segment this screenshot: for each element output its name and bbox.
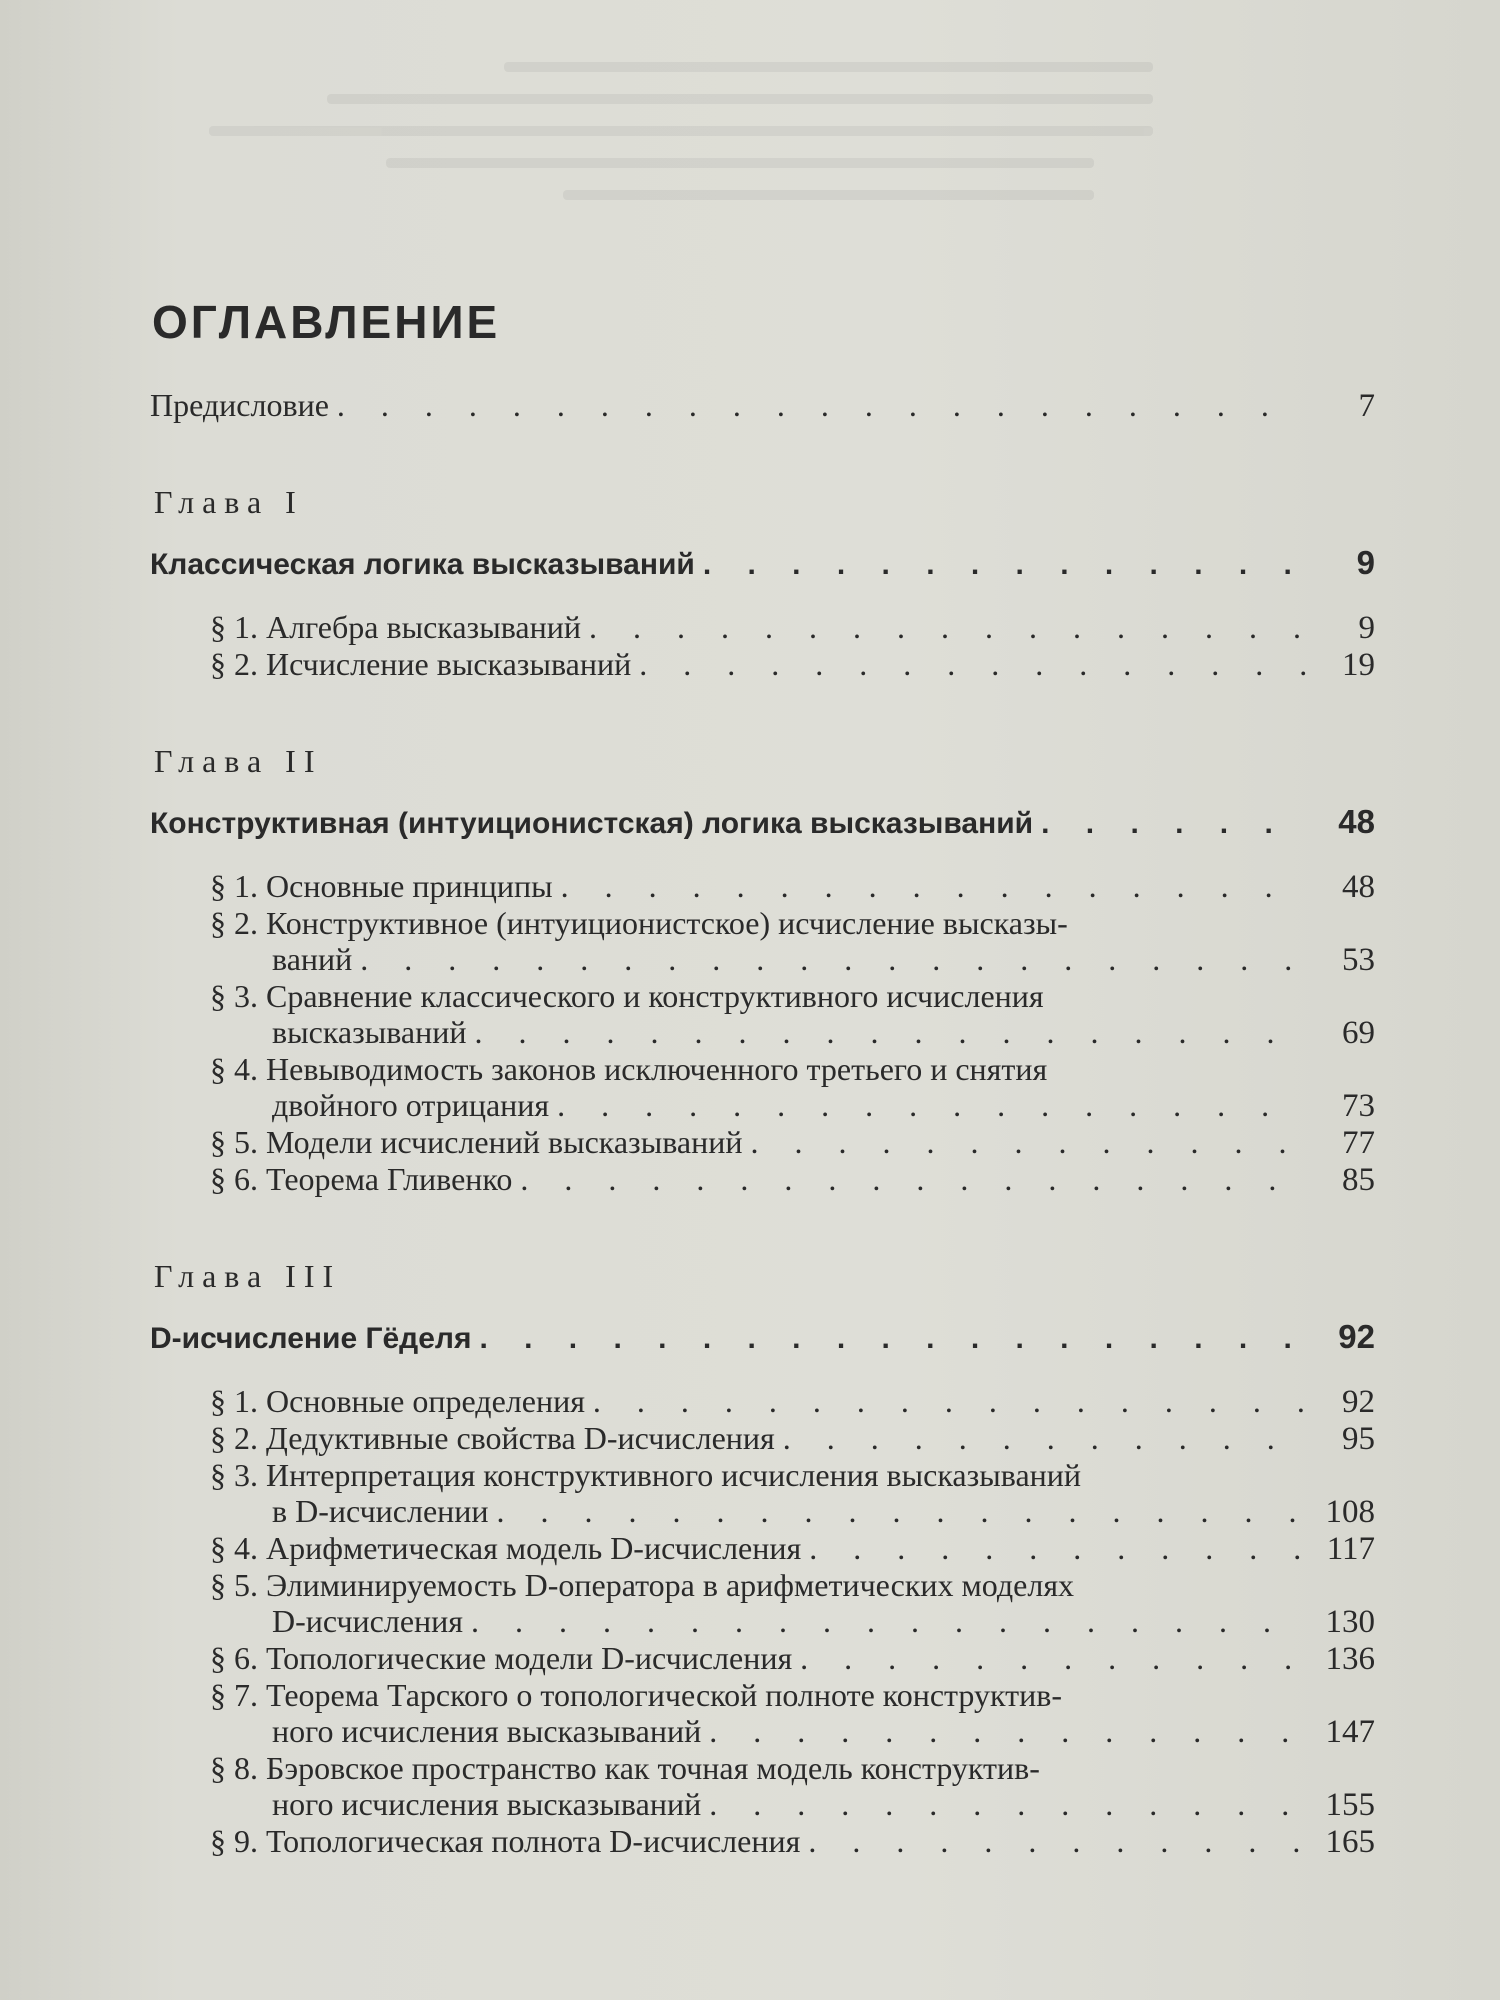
section-page: 136 <box>1325 1641 1375 1677</box>
section-page: 165 <box>1325 1824 1375 1860</box>
leader-dots <box>808 1823 1307 1859</box>
section-title: § 2. Дедуктивные свойства D-исчисления <box>210 1420 775 1456</box>
leader-dots <box>1041 806 1307 842</box>
section-page: 147 <box>1325 1714 1375 1750</box>
section-entry <box>210 868 1375 905</box>
chapter-title <box>150 1319 1375 1357</box>
chapter-3 <box>150 1258 1375 1860</box>
leader-dots <box>639 646 1307 682</box>
section-entry <box>210 978 1375 1051</box>
section-title: § 8. Бэровское пространство как точная модель конструктив- <box>210 1750 1040 1786</box>
leader-dots <box>557 1087 1307 1123</box>
section-entry <box>210 646 1375 683</box>
chapter-title-text: Конструктивная (интуиционистская) логика высказываний <box>150 807 1034 840</box>
chapter-title-text: Классическая логика высказываний <box>150 548 695 581</box>
section-page: 77 <box>1342 1125 1375 1161</box>
section-page: 73 <box>1342 1088 1375 1124</box>
preface-entry <box>150 387 1375 424</box>
preface-page: 7 <box>1358 388 1375 424</box>
section-entry <box>210 905 1375 978</box>
section-title-continued: ного исчисления высказываний <box>272 1786 702 1822</box>
section-title: § 5. Модели исчислений высказываний <box>210 1124 743 1160</box>
section-title: § 6. Теорема Гливенко <box>210 1161 513 1197</box>
section-page: 53 <box>1342 942 1375 978</box>
section-title: § 3. Сравнение классического и конструктивного исчисления <box>210 978 1044 1014</box>
section-title-continued: ного исчисления высказываний <box>272 1713 702 1749</box>
section-entry <box>210 1640 1375 1677</box>
chapter-label: Глава II <box>154 743 323 779</box>
bleed-through-text <box>150 40 1330 270</box>
section-entry <box>210 1124 1375 1161</box>
section-title: § 1. Алгебра высказываний <box>210 609 581 645</box>
section-entry <box>210 1420 1375 1457</box>
chapter-1 <box>150 484 1375 683</box>
leader-dots <box>709 1713 1307 1749</box>
section-title: § 2. Конструктивное (интуиционистское) исчисление высказы- <box>210 905 1068 941</box>
leader-dots <box>471 1603 1307 1639</box>
section-entry <box>210 1677 1375 1750</box>
section-title-continued: двойного отрицания <box>272 1087 550 1123</box>
section-page: 85 <box>1342 1162 1375 1198</box>
section-page: 19 <box>1342 647 1375 683</box>
section-page: 95 <box>1342 1421 1375 1457</box>
section-entry <box>210 1457 1375 1530</box>
section-entry <box>210 1530 1375 1567</box>
section-page: 155 <box>1325 1787 1375 1823</box>
section-title: § 4. Невыводимость законов исключенного третьего и снятия <box>210 1051 1048 1087</box>
chapter-label: Глава I <box>154 484 304 520</box>
leader-dots <box>479 1321 1307 1357</box>
leader-dots <box>750 1124 1307 1160</box>
chapter-page: 92 <box>1338 1318 1375 1355</box>
chapter-title <box>150 804 1375 842</box>
section-entry <box>210 609 1375 646</box>
section-title: § 2. Исчисление высказываний <box>210 646 632 682</box>
section-title: § 6. Топологические модели D-исчисления <box>210 1640 793 1676</box>
section-page: 108 <box>1325 1494 1375 1530</box>
leader-dots <box>809 1530 1307 1566</box>
section-page: 9 <box>1358 610 1375 646</box>
section-title: § 1. Основные принципы <box>210 868 553 904</box>
section-title-continued: ваний <box>272 941 353 977</box>
leader-dots <box>520 1161 1307 1197</box>
section-page: 48 <box>1342 869 1375 905</box>
section-page: 117 <box>1326 1531 1375 1567</box>
section-page: 130 <box>1325 1604 1375 1640</box>
section-title: § 3. Интерпретация конструктивного исчисления высказываний <box>210 1457 1082 1493</box>
section-entry <box>210 1383 1375 1420</box>
leader-dots <box>337 387 1307 423</box>
leader-dots <box>593 1383 1307 1419</box>
section-title-continued: в D-исчислении <box>272 1493 489 1529</box>
section-title: § 9. Топологическая полнота D-исчисления <box>210 1823 801 1859</box>
chapter-title-text: D-исчисление Гёделя <box>150 1322 472 1355</box>
section-title-continued: высказываний <box>272 1014 467 1050</box>
leader-dots <box>589 609 1307 645</box>
leader-dots <box>561 868 1307 904</box>
section-title-continued: D-исчисления <box>272 1603 464 1639</box>
leader-dots <box>800 1640 1307 1676</box>
section-entry <box>210 1567 1375 1640</box>
chapter-label: Глава III <box>154 1258 342 1294</box>
section-title: § 1. Основные определения <box>210 1383 585 1419</box>
section-entry <box>210 1823 1375 1860</box>
chapter-page: 9 <box>1356 544 1375 581</box>
section-title: § 7. Теорема Тарского о топологической полноте конструктив- <box>210 1677 1062 1713</box>
section-entry <box>210 1051 1375 1124</box>
section-entry <box>210 1750 1375 1823</box>
section-page: 92 <box>1342 1384 1375 1420</box>
section-page: 69 <box>1342 1015 1375 1051</box>
chapter-2 <box>150 743 1375 1198</box>
toc-title: ОГЛАВЛЕНИЕ <box>152 296 501 348</box>
leader-dots <box>360 941 1307 977</box>
section-entry <box>210 1161 1375 1198</box>
leader-dots <box>709 1786 1307 1822</box>
section-title: § 5. Элиминируемость D-оператора в арифметических моделях <box>210 1567 1075 1603</box>
leader-dots <box>783 1420 1307 1456</box>
chapter-title <box>150 545 1375 583</box>
chapter-page: 48 <box>1338 803 1375 840</box>
section-title: § 4. Арифметическая модель D-исчисления <box>210 1530 802 1566</box>
leader-dots <box>474 1014 1307 1050</box>
table-of-contents <box>150 295 1375 1860</box>
preface-label: Предисловие <box>150 387 329 423</box>
leader-dots <box>497 1493 1307 1529</box>
leader-dots <box>703 547 1307 583</box>
